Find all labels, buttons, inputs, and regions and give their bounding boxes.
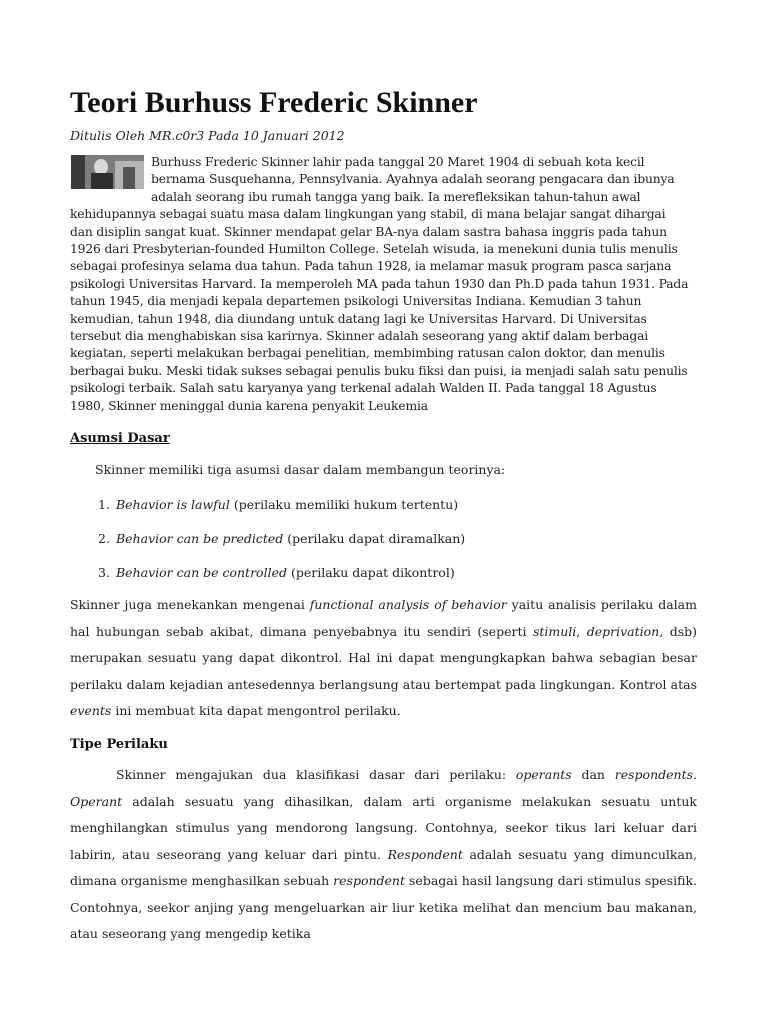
section-heading-asumsi-dasar: Asumsi Dasar (70, 431, 170, 446)
biography-paragraph (70, 154, 690, 415)
byline: Ditulis Oleh MR.c0r3 Pada 10 Januari 2012 (70, 128, 345, 143)
behavior-types-paragraph: Skinner mengajukan dua klasifikasi dasar dari perilaku: operants dan respondents. Operant adalah sesuatu yang dihasilkan, dalam arti organisme melakukan sesuatu untuk menghilangkan stimulus yang mendorong langsung. Contohnya, seekor tikus lari keluar dari labirin, atau seseorang yang keluar dari pintu. Respondent adalah sesuatu yang dimunculkan, dimana organisme menghasilkan sebuah respondent sebagai hasil langsung dari stimulus spesifik. Contohnya, seekor anjing yang mengeluarkan air liur ketika melihat dan mencium bau makanan, atau seseorang yang mengedip ketika (70, 767, 698, 941)
assumptions-list (98, 497, 465, 599)
assumptions-intro: Skinner memiliki tiga asumsi dasar dalam membangun teorinya: (95, 462, 506, 477)
list-item: 3. Behavior can be controlled (perilaku dapat dikontrol) (98, 565, 455, 580)
section-heading-tipe-perilaku: Tipe Perilaku (70, 737, 168, 752)
functional-analysis-paragraph: Skinner juga menekankan mengenai functional analysis of behavior yaitu analisis perilaku dalam hal hubungan sebab akibat, dimana penyebabnya itu sendiri (seperti stimuli, deprivation, dsb) merupakan sesuatu yang dapat dikontrol. Hal ini dapat mengungkapkan bahwa sebagian besar perilaku dalam kejadian antesedennya berlangsung atau bertempat pada lingkungan. Kontrol atas events ini membuat kita dapat mengontrol perilaku. (70, 597, 697, 718)
list-item: 1. Behavior is lawful (perilaku memiliki hukum tertentu) (98, 497, 459, 512)
biography-text: Burhuss Frederic Skinner lahir pada tanggal 20 Maret 1904 di sebuah kota kecil bernama Susquehanna, Pennsylvania. Ayahnya adalah seorang pengacara dan ibunya adalah seorang ibu rumah tangga yang baik. Ia merefleksikan tahun-tahun awal kehidupannya sebagai suatu masa dalam lingkungan yang stabil, di mana belajar sangat dihargai dan disiplin sangat kuat. Skinner mendapat gelar BA-nya dalam sastra bahasa inggris pada tahun 1926 dari Presbyterian-founded Humilton College. Setelah wisuda, ia menekuni dunia tulis menulis sebagai profesinya selama dua tahun. Pada tahun 1928, ia melamar masuk program pasca sarjana psikologi Universitas Harvard. Ia memperoleh MA pada tahun 1930 dan Ph.D pada tahun 1931. Pada tahun 1945, dia menjadi kepala departemen psikologi Universitas Indiana. Kemudian 3 tahun kemudian, tahun 1948, dia diundang untuk datang lagi ke Universitas Harvard. Di Universitas tersebut dia menghabiskan sisa karirnya. Skinner adalah seseorang yang aktif dalam berbagai kegiatan, seperti melakukan berbagai penelitian, membimbing ratusan calon doktor, dan menulis berbagai buku. Meski tidak sukses sebagai penulis buku fiksi dan puisi, ia menjadi salah satu penulis psikologi terbaik. Salah satu karyanya yang terkenal adalah Walden II. Pada tanggal 18 Agustus 1980, Skinner meninggal dunia karena penyakit Leukemia (70, 155, 689, 413)
list-item: 2. Behavior can be predicted (perilaku dapat diramalkan) (98, 531, 466, 546)
page-title: Teori Burhuss Frederic Skinner (70, 86, 478, 119)
